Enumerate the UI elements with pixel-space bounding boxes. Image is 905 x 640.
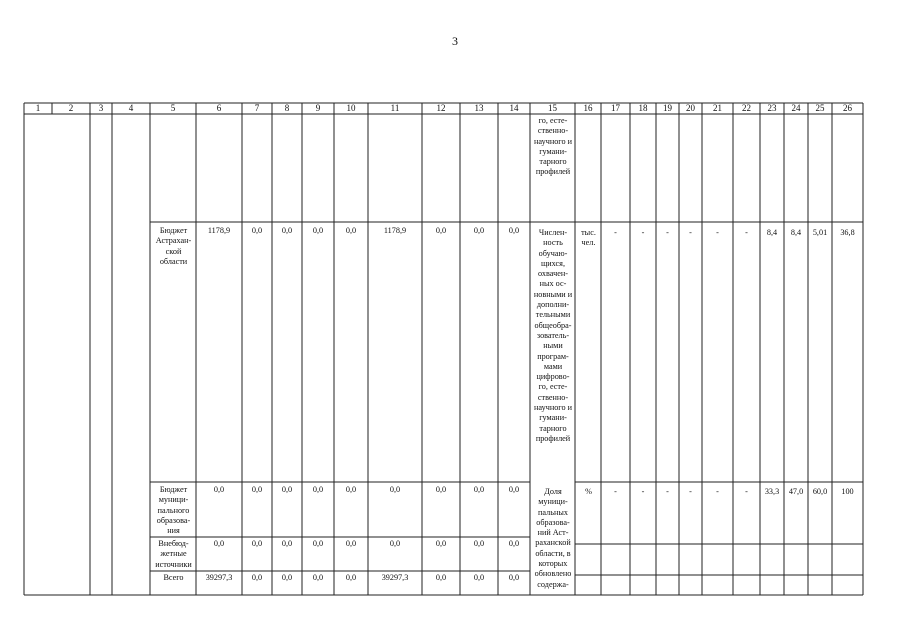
table-cell: 36,8 xyxy=(840,228,855,237)
column-header: 11 xyxy=(390,103,400,113)
column-header: 22 xyxy=(742,103,751,113)
table-cell: 0,0 xyxy=(473,226,485,235)
table-cell: 0,0 xyxy=(508,226,520,235)
column-header: 9 xyxy=(315,103,321,113)
column-header: 6 xyxy=(216,103,222,113)
funding-source-cell: Бюджет Астрахан- ской области xyxy=(155,226,192,266)
column-header: 2 xyxy=(68,103,74,113)
table-cell: - xyxy=(666,228,669,237)
table-cell: 39297,3 xyxy=(205,573,233,582)
table-cell: 0,0 xyxy=(473,485,485,494)
table-cell: - xyxy=(716,487,719,496)
column-header: 10 xyxy=(346,103,356,113)
table-cell: - xyxy=(641,487,645,496)
table-cell: 0,0 xyxy=(435,485,447,494)
table-cell: 8,4 xyxy=(766,228,778,237)
table-cell: 0,0 xyxy=(312,539,324,548)
table-cell: 0,0 xyxy=(251,573,263,582)
table-cell: 0,0 xyxy=(345,573,357,582)
table-cell: 0,0 xyxy=(508,485,520,494)
column-header: 18 xyxy=(638,103,648,113)
table-cell: - xyxy=(614,228,617,237)
table-cell: - xyxy=(689,487,692,496)
table-cell: 0,0 xyxy=(389,539,401,548)
unit-cell: % xyxy=(585,487,592,496)
column-header: 16 xyxy=(583,103,593,113)
column-header: 23 xyxy=(767,103,777,113)
table-cell: 0,0 xyxy=(312,573,324,582)
table-cell: - xyxy=(641,228,645,237)
table-cell: 0,0 xyxy=(281,573,293,582)
table-cell: - xyxy=(614,487,617,496)
table-cell: 0,0 xyxy=(435,226,447,235)
table-cell: 0,0 xyxy=(281,226,293,235)
table-cell: 0,0 xyxy=(345,226,357,235)
column-header: 17 xyxy=(611,103,620,113)
column-header: 8 xyxy=(284,103,290,113)
indicator-continuation: го, есте- ственно- научного и гумани- тарного профилей xyxy=(534,116,572,177)
table-cell: 0,0 xyxy=(389,485,401,494)
table-cell: 33,3 xyxy=(764,487,780,496)
table-cell: - xyxy=(745,228,748,237)
table-cell: - xyxy=(745,487,748,496)
page-number: 3 xyxy=(452,34,458,48)
table-cell: 5,01 xyxy=(812,228,828,237)
column-header: 12 xyxy=(436,103,446,113)
table-cell: 0,0 xyxy=(435,573,447,582)
table-cell: 0,0 xyxy=(345,485,357,494)
table-cell: 1178,9 xyxy=(207,226,231,235)
column-header: 3 xyxy=(98,103,104,113)
table-cell: - xyxy=(716,228,719,237)
table-cell: 0,0 xyxy=(213,485,225,494)
column-header: 24 xyxy=(791,103,801,113)
table-cell: 0,0 xyxy=(251,226,263,235)
funding-source-cell: Всего xyxy=(163,573,184,582)
column-header: 1 xyxy=(35,103,41,113)
table-cell: 0,0 xyxy=(312,485,324,494)
table-cell: 0,0 xyxy=(473,539,485,548)
table-cell: 0,0 xyxy=(473,573,485,582)
table-cell: 60,0 xyxy=(812,487,828,496)
column-header: 21 xyxy=(713,103,722,113)
column-header: 13 xyxy=(474,103,484,113)
funding-source-cell: Внебюд- жетные источники xyxy=(155,539,192,569)
column-header: 5 xyxy=(170,103,176,113)
table-cell: 100 xyxy=(841,487,854,496)
table-cell: 0,0 xyxy=(251,539,263,548)
table-cell: 0,0 xyxy=(213,539,225,548)
table-cell: 1178,9 xyxy=(383,226,407,235)
column-header: 7 xyxy=(254,103,260,113)
table-cell: 8,4 xyxy=(790,228,802,237)
column-header: 19 xyxy=(663,103,672,113)
table-cell: 0,0 xyxy=(508,539,520,548)
table-cell: 39297,3 xyxy=(381,573,409,582)
table-cell: 0,0 xyxy=(251,485,263,494)
table-cell: 0,0 xyxy=(312,226,324,235)
column-header: 20 xyxy=(686,103,695,113)
column-header: 15 xyxy=(548,103,557,113)
indicator-cell: Доля муници- пальных образова- ний Аст- раханской области, в которых обновлено содержа- xyxy=(534,487,572,589)
indicator-cell: Числен- ность обучаю- щихся, охвачен- ных ос- новными и дополни- тельными общеобра- зователь- ными програм- мами цифрово- го, есте- ственно- научного и гумани- тарного профилей xyxy=(533,228,573,443)
table-cell: 0,0 xyxy=(508,573,520,582)
funding-source-cell: Бюджет муници- пального образова- ния xyxy=(156,485,191,536)
table-cell: 0,0 xyxy=(435,539,447,548)
table-cell: 0,0 xyxy=(281,485,293,494)
table-cell: 0,0 xyxy=(281,539,293,548)
column-header: 26 xyxy=(843,103,852,113)
column-header: 4 xyxy=(128,103,134,113)
table-cell: 47,0 xyxy=(788,487,804,496)
unit-cell: тыс. чел. xyxy=(581,228,596,248)
table-cell: - xyxy=(689,228,692,237)
column-header: 25 xyxy=(815,103,825,113)
table-cell: - xyxy=(666,487,669,496)
column-header: 14 xyxy=(509,103,519,113)
table-cell: 0,0 xyxy=(345,539,357,548)
